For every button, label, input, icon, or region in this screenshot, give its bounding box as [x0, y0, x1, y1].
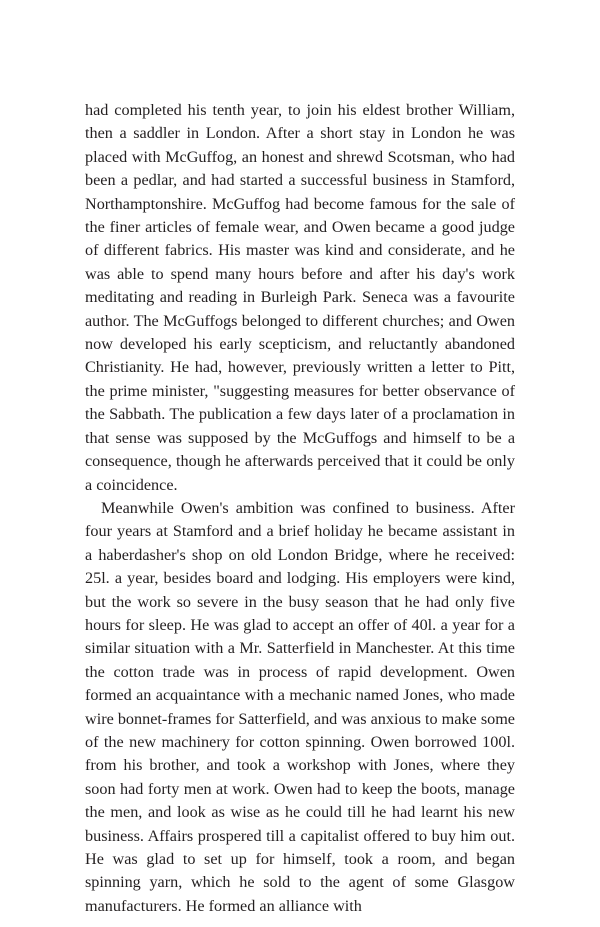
paragraph-2: Meanwhile Owen's ambition was confined to business. After four years at Stamford and a brief holiday he became assistant in a haberdasher's shop on old London Bridge, where he received: 25l. a year, besides board and lodging. His employers were kind, but the work so severe in the busy season that he had only five hours for sleep. He was glad to accept an offer of 40l. a year for a similar situation with a Mr. Satterfield in Manchester. At this time the cotton trade was in process of rapid development. Owen formed an acquaintance with a mechanic named Jones, who made wire bonnet-frames for Satterfield, and was anxious to make some of the new machinery for cotton spinning. Owen borrowed 100l. from his brother, and took a workshop with Jones, where they soon had forty men at work. Owen had to keep the boots, manage the men, and look as wise as he could till he had learnt his new business. Affairs prospered till a capitalist offered to buy him out. He was glad to set up for himself, took a room, and began spinning yarn, which he sold to the agent of some Glasgow manufacturers. He formed an alliance with — [85, 498, 515, 915]
page-body — [85, 99, 515, 918]
paragraph-1: had completed his tenth year, to join his eldest brother William, then a saddler in London. After a short stay in London he was placed with McGuffog, an honest and shrewd Scotsman, who had been a pedlar, and had started a successful business in Stamford, Northamptonshire. McGuffog had become famous for the sale of the finer articles of female wear, and Owen became a good judge of different fabrics. His master was kind and considerate, and he was able to spend many hours before and after his day's work meditating and reading in Burleigh Park. Seneca was a favourite author. The McGuffogs belonged to different churches; and Owen now developed his early scepticism, and reluctantly abandoned Christianity. He had, however, previously written a letter to Pitt, the prime minister, "suggesting measures for better observance of the Sabbath. The publication a few days later of a proclamation in that sense was supposed by the McGuffogs and himself to be a consequence, though he afterwards perceived that it could be only a coincidence. — [85, 101, 515, 494]
